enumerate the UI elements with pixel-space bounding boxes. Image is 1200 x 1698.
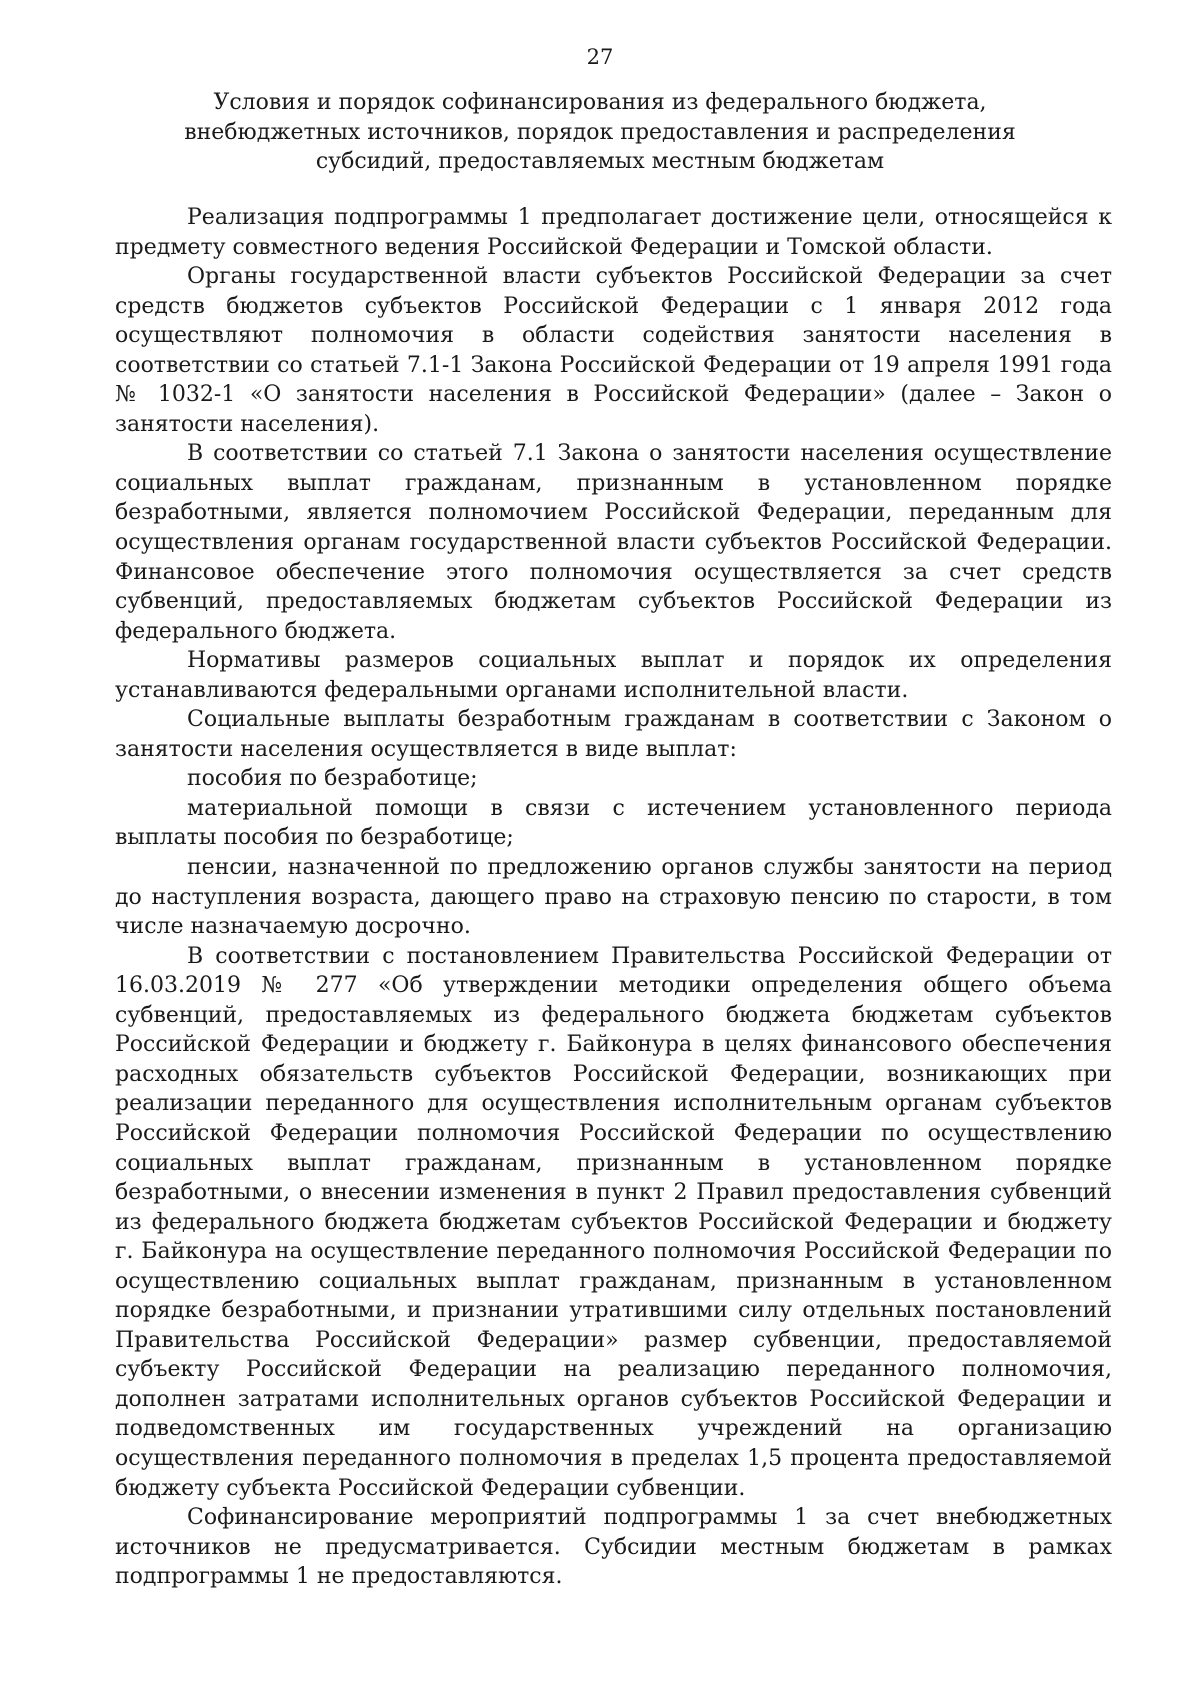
list-item-pension: пенсии, назначенной по предложению органов службы занятости на период до наступления возраста, дающего право на страховую пенсию по старости, в том числе назначаемую досрочно. [115,855,1112,940]
paragraph-cofinancing: Софинансирование мероприятий подпрограммы 1 за счет внебюджетных источников не предусматривается. Субсидии местным бюджетам в рамках подпрограммы 1 не предоставляются. [115,1505,1112,1590]
section-title-line: внебюджетных источников, порядок предоставления и распределения [184,119,1016,145]
paragraph-goal: Реализация подпрограммы 1 предполагает достижение цели, относящейся к предмету совместного ведения Российской Федерации и Томской области. [115,205,1112,260]
list-item-material-aid: материальной помощи в связи с истечением установленного периода выплаты пособия по безработице; [115,795,1112,851]
section-title-line: Условия и порядок софинансирования из федерального бюджета, [213,90,987,115]
paragraph-normatives: Нормативы размеров социальных выплат и порядок их определения устанавливаются федеральными органами исполнительной власти. [115,648,1112,703]
section-title [150,88,1050,177]
paragraph-government-decree: В соответствии с постановлением Правительства Российской Федерации от 16.03.2019 № 277 «Об утверждении методики определения общего объема субвенций, предоставляемых из федерального бюджета бюджетам субъектов Российской Федерации и бюджету г. Байконура в целях финансового обеспечения расходных обязательств субъектов Российской Федерации, возникающих при реализации переданного для осуществления исполнительным органам субъектов Российской Федерации полномочия Российской Федерации по осуществлению социальных выплат гражданам, признанным в установленном порядке безработными, о внесении изменения в пункт 2 Правил предоставления субвенций из федерального бюджета бюджетам субъектов Российской Федерации и бюджету г. Байконура на осуществление переданного полномочия Российской Федерации по осуществлению социальных выплат гражданам, признанным в установленном порядке безработными, и признании утратившими силу отдельных постановлений Правительства Российской Федерации» размер субвенции, предоставляемой субъекту Российской Федерации на реализацию переданного полномочия, дополнен затратами исполнительных органов субъектов Российской Федерации и подведомственных им государственных учреждений на организацию осуществления переданного полномочия в пределах 1,5 процента предоставляемой бюджету субъекта Российской Федерации субвенции. [115,943,1112,1501]
section-title-line: субсидий, предоставляемых местным бюджетам [315,149,885,174]
paragraph-social-payments: Социальные выплаты безработным гражданам в соответствии с Законом о занятости населения осуществляется в виде выплат: [115,707,1112,762]
list-item-benefit: пособия по безработице; [187,766,478,792]
paragraph-authority: Органы государственной власти субъектов Российской Федерации за счет средств бюджетов субъектов Российской Федерации с 1 января 2012 года осуществляют полномочия в области содействия занятости населения в соответствии со статьей 7.1-1 Закона Российской Федерации от 19 апреля 1991 года № 1032-1 «О занятости населения в Российской Федерации» (далее – Закон о занятости населения). [115,264,1112,437]
paragraph-article-7-1: В соответствии со статьей 7.1 Закона о занятости населения осуществление социальных выплат гражданам, признанным в установленном порядке безработными, является полномочием Российской Федерации, переданным для осуществления органам государственной власти субъектов Российской Федерации. Финансовое обеспечение этого полномочия осуществляется за счет средств субвенций, предоставляемых бюджетам субъектов Российской Федерации из федерального бюджета. [115,441,1112,644]
page-number: 27 [586,45,614,69]
document-body [115,203,1112,1592]
